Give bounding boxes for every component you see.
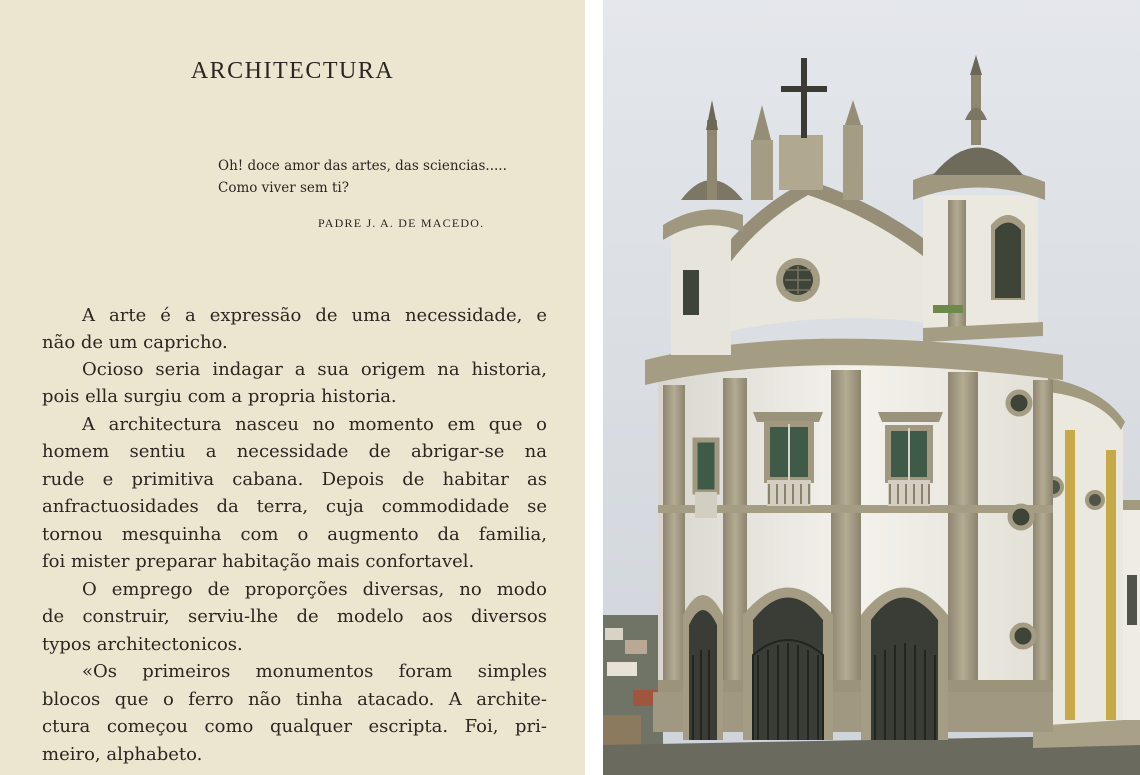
oculus-window [1008,392,1030,414]
body-text-line: ctura começou como qualquer escripta. Foi, pri- [42,716,547,737]
oculus-window [1012,625,1034,647]
body-text-line: homem sentiu a necessidade de abrigar-se na [42,441,547,462]
body-text-line: rude e primitiva cabana. Depois de habitar as [42,469,547,490]
body-text-line: A arte é a expressão de uma necessidade, e [82,305,547,326]
body-text-line: tornou mesquinha com o augmento da familia, [42,524,547,545]
body-text-line: A architectura nasceu no momento em que o [82,414,547,435]
body-text-line: meiro, alphabeto. [42,744,203,765]
divider [585,0,603,775]
body-text-line: blocos que o ferro não tinha atacado. A archite- [42,689,547,710]
window [695,440,717,518]
body-text-line: typos architectonicos. [42,634,243,655]
arched-entrance [861,588,948,741]
arched-entrance [743,588,833,741]
church-photo [603,0,1140,775]
church-facade [645,339,1063,740]
arched-entrance [683,595,723,740]
body-text-line: Ocioso seria indagar a sua origem na historia, [82,359,547,380]
body-text-line: pois ella surgiu com a propria historia. [42,386,397,407]
cross [801,58,807,138]
body-text-line: foi mister preparar habitação mais confortavel. [42,551,475,572]
epigraph-line: Oh! doce amor das artes, das sciencias..... [218,158,507,174]
oculus-window [1010,506,1032,528]
page-title: ARCHITECTURA [190,58,395,84]
body-text-line: «Os primeiros monumentos foram simples [82,661,547,682]
body-text-line: O emprego de proporções diversas, no modo [82,579,547,600]
body-text-line: anfractuosidades da terra, cuja commodidade se [42,496,547,517]
epigraph-line: Como viver sem ti? [218,180,349,196]
body-text-line: não de um capricho. [42,332,228,353]
epigraph-author: PADRE J. A. DE MACEDO. [318,216,485,230]
body-text-line: de construir, serviu-lhe de modelo aos diversos [42,606,547,627]
